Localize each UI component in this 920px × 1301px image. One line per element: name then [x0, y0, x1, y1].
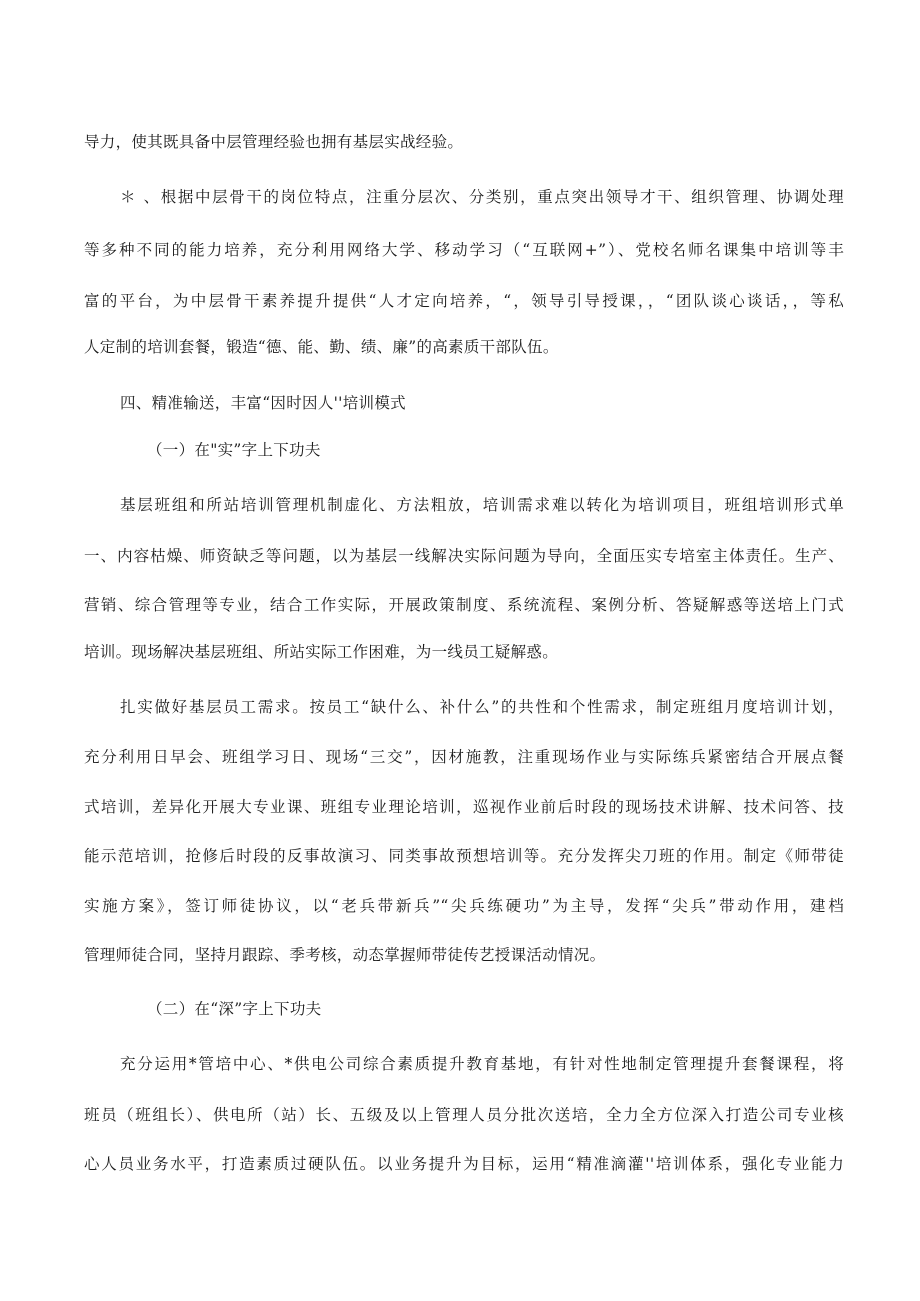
text-line: 管理师徒合同，坚持月跟踪、季考核，动态掌握师带徒传艺授课活动情况。 — [84, 946, 606, 964]
text-line: 导力，使其既具备中层管理经验也拥有基层实战经验。 — [84, 133, 464, 151]
subsection-heading: （一）在"实”字上下功夫 — [147, 441, 321, 459]
text-line: ＊ 、根据中层骨干的岗位特点，注重分层次、分类别，重点突出领导才干、组织管理、协调处理 — [120, 188, 844, 206]
text-line: 人定制的培训套餐，锻造“德、能、勤、绩、廉”的高素质干部队伍。 — [84, 338, 559, 356]
text-line: 一、内容枯燥、师资缺乏等问题，以为基层一线解决实际问题为导向，全面压实专培室主体责任。生产、 — [84, 547, 844, 565]
subsection-heading: （二）在“深”字上下功夫 — [147, 1000, 322, 1018]
text-line: 实施方案》，签订师徒协议，以“老兵带新兵”“尖兵练硬功”为主导，发挥“尖兵”带动作用，建档 — [84, 897, 845, 915]
text-line: 营销、综合管理等专业，结合工作实际，开展政策制度、系统流程、案例分析、答疑解惑等送培上门式 — [84, 596, 844, 614]
text-line: 能示范培训，抢修后时段的反事故演习、同类事故预想培训等。充分发挥尖刀班的作用。制定《师带徒 — [84, 847, 844, 865]
text-line: 扎实做好基层员工需求。按员工“缺什么、补什么”的共性和个性需求，制定班组月度培训计划， — [120, 698, 844, 716]
section-heading: 四、精准输送，丰富“因时因人''培训模式 — [120, 394, 406, 412]
text-line: 基层班组和所站培训管理机制虚化、方法粗放，培训需求难以转化为培训项目，班组培训形式单 — [120, 496, 844, 514]
text-line: 富的平台，为中层骨干素养提升提供“人才定向培养，“，领导引导授课，，“团队谈心谈话，，等私 — [84, 292, 844, 310]
text-line: 充分利用日早会、班组学习日、现场“三交”，因材施教，注重现场作业与实际练兵紧密结合开展点餐 — [84, 748, 844, 766]
text-line: 式培训，差异化开展大专业课、班组专业理论培训，巡视作业前后时段的现场技术讲解、技术问答、技 — [84, 798, 844, 816]
text-line: 充分运用*管培中心、*供电公司综合素质提升教育基地，有针对性地制定管理提升套餐课程，将 — [120, 1055, 844, 1073]
text-line: 培训。现场解决基层班组、所站实际工作困难，为一线员工疑解惑。 — [84, 643, 559, 661]
text-line: 等多种不同的能力培养，充分利用网络大学、移动学习（“互联网+”）、党校名师名课集中培训等丰 — [84, 241, 844, 259]
text-line: 心人员业务水平，打造素质过硬队伍。以业务提升为目标，运用“精准滴灌''培训体系，强化专业能力 — [84, 1155, 844, 1173]
text-line: 班员（班组长）、供电所（站）长、五级及以上管理人员分批次送培，全力全方位深入打造公司专业核 — [84, 1106, 844, 1124]
